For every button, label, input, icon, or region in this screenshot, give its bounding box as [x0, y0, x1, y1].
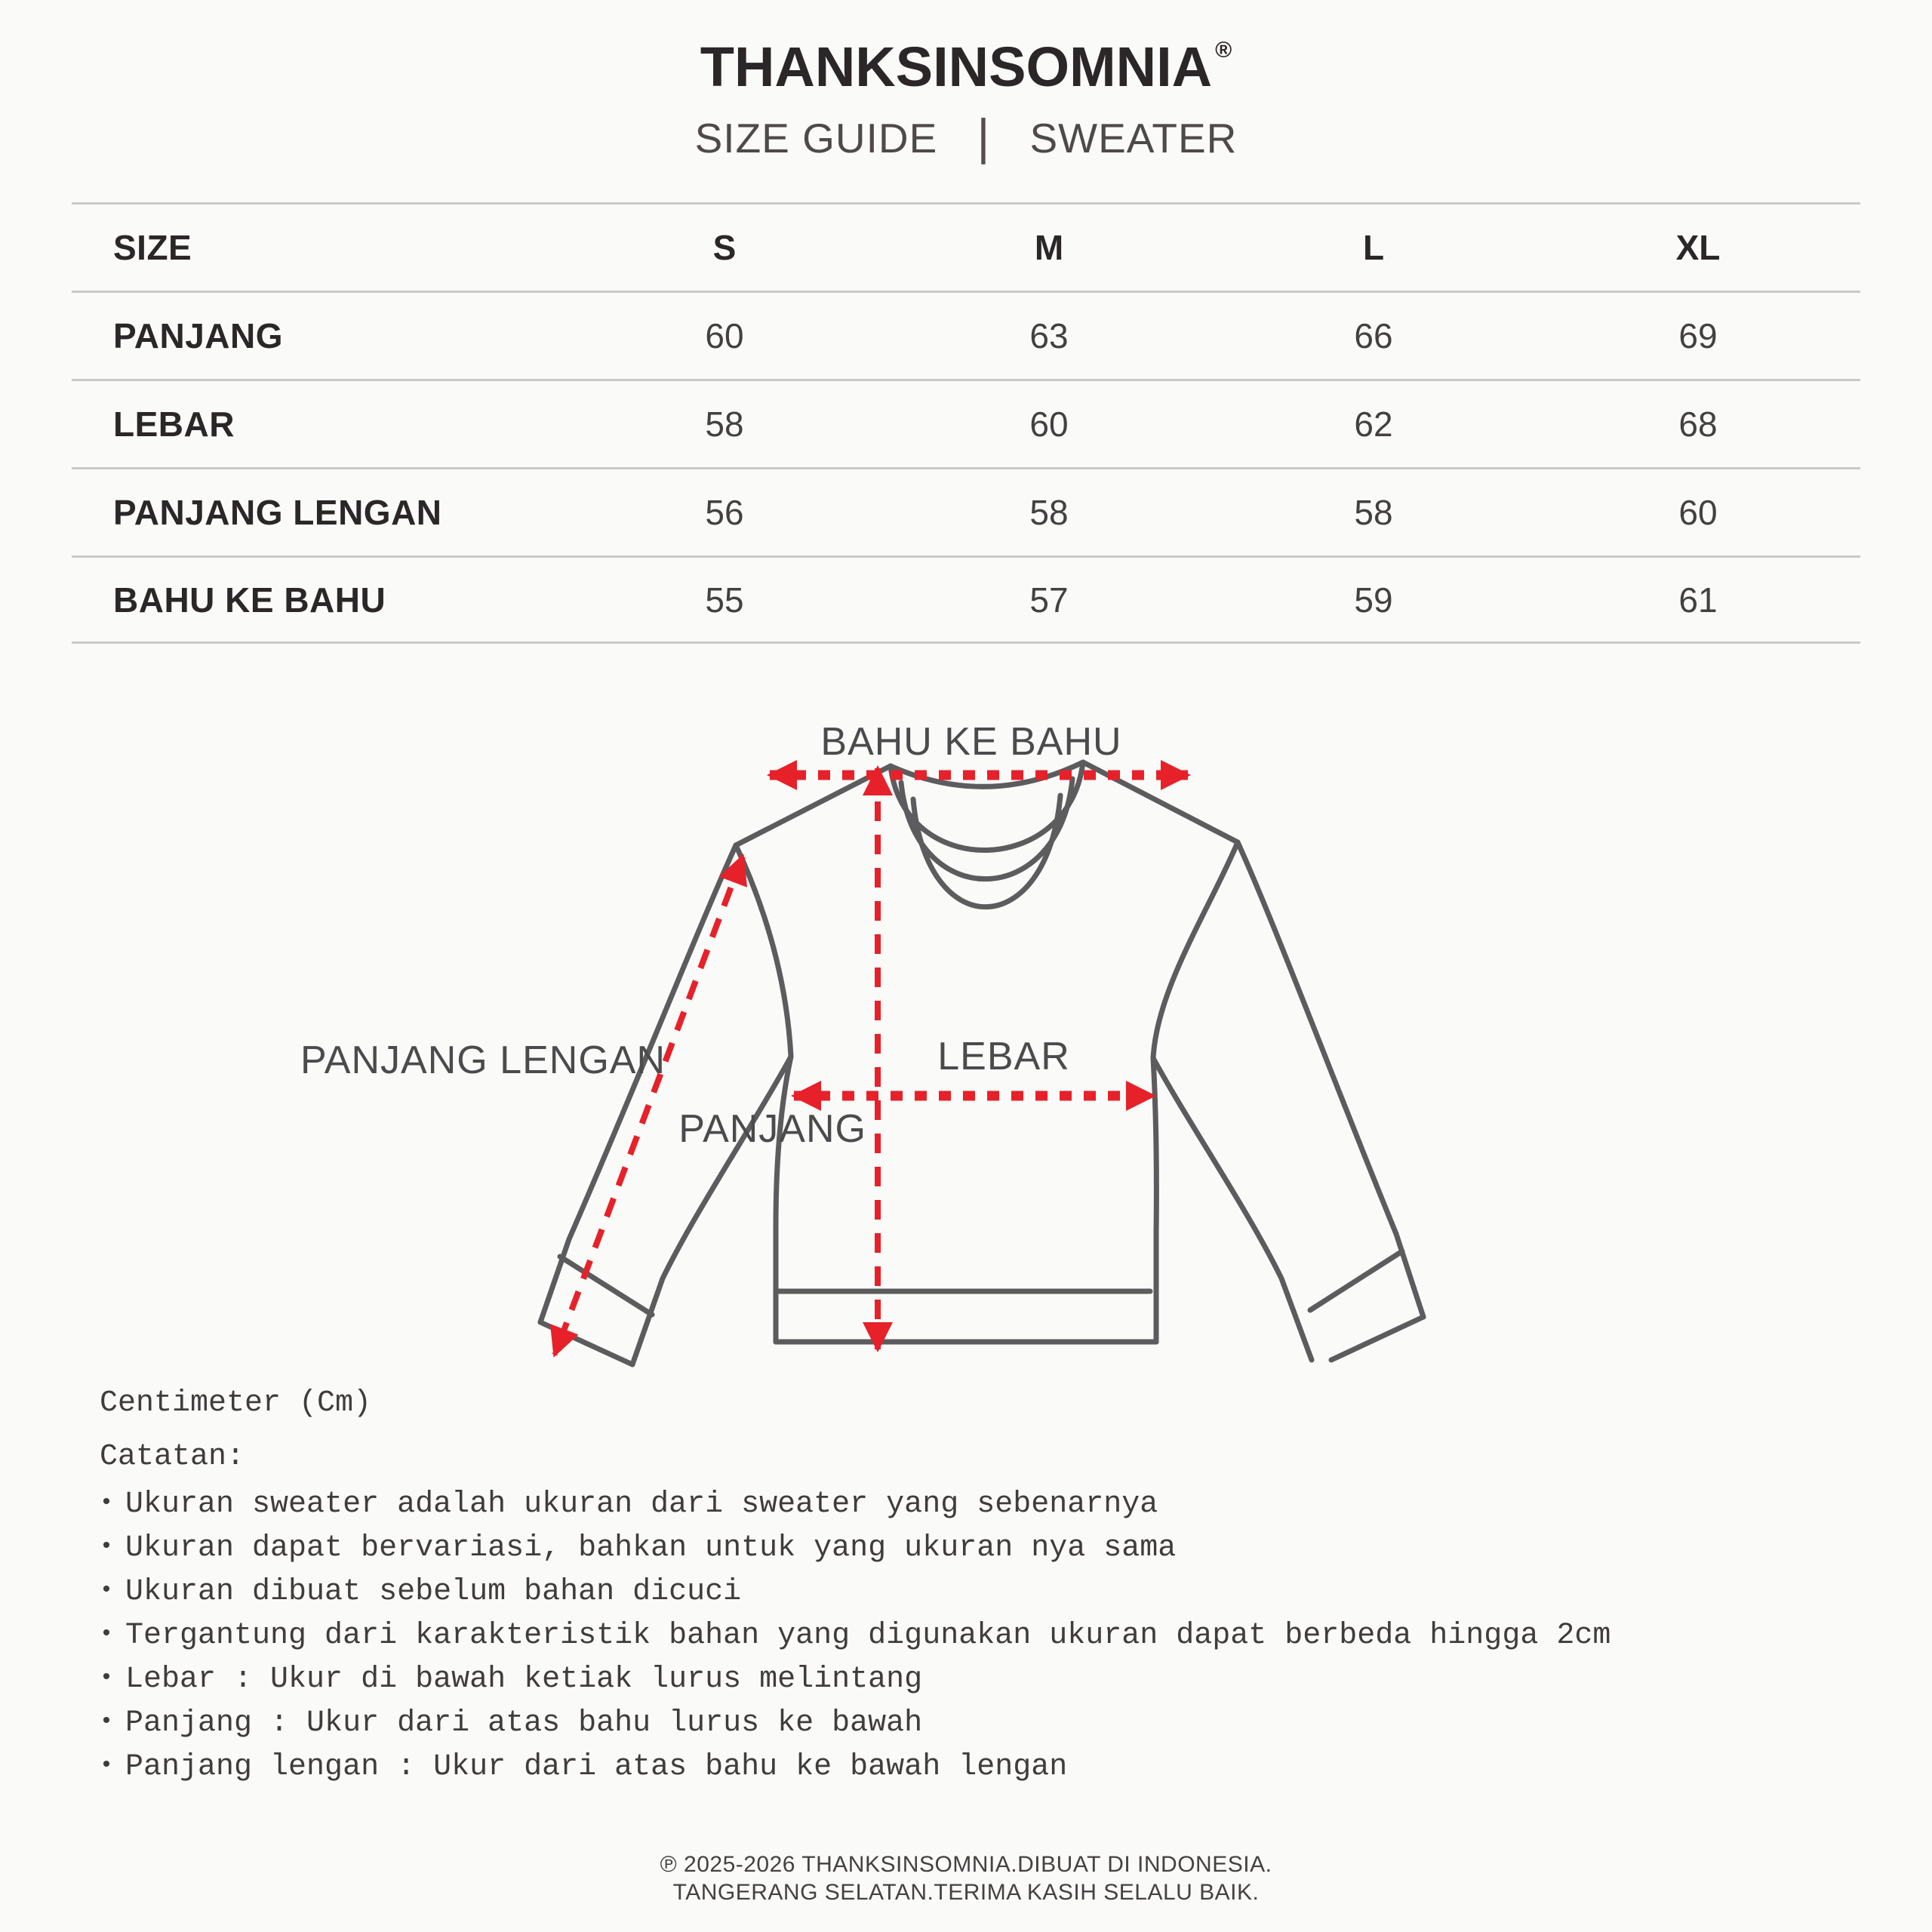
table-row-bahu-ke-bahu: [72, 555, 1860, 644]
bullet-icon: •: [100, 1666, 114, 1691]
row-label: PANJANG: [113, 316, 284, 355]
left-cuff-bottom-line: [540, 1322, 632, 1364]
footer-line-location: TANGERANG SELATAN.TERIMA KASIH SELALU BAIK.: [672, 1880, 1260, 1905]
table-header-row: [72, 202, 1860, 291]
sweater-measurement-diagram: [0, 702, 1932, 1389]
note-text: Panjang lengan : Ukur dari atas bahu ke bawah lengan: [125, 1750, 1068, 1784]
column-header-s: S: [712, 228, 737, 267]
subtitle-divider: |: [977, 108, 991, 165]
right-sleeve-inner-edge: [1153, 1058, 1312, 1360]
note-text: Ukuran dibuat sebelum bahan dicuci: [125, 1575, 742, 1609]
unit-line: Centimeter (Cm): [100, 1386, 372, 1420]
note-text: Ukuran sweater adalah ukuran dari sweater yang sebenarnya: [125, 1487, 1158, 1521]
note-item: [100, 1703, 1858, 1746]
note-text: Ukuran dapat bervariasi, bahkan untuk yang ukuran nya sama: [125, 1531, 1177, 1565]
cell-value: 68: [1678, 405, 1718, 444]
table-row-panjang: [72, 291, 1860, 379]
bullet-icon: •: [100, 1534, 114, 1560]
cell-value: 57: [1029, 580, 1069, 620]
note-item: [100, 1571, 1858, 1615]
body-right-edge: [1153, 1058, 1156, 1342]
left-sleeve-inner-edge: [632, 1057, 791, 1364]
cell-value: 58: [705, 405, 744, 444]
row-label: PANJANG LENGAN: [113, 493, 442, 532]
cell-value: 61: [1678, 580, 1718, 620]
cell-value: 59: [1354, 580, 1393, 620]
cell-value: 60: [1678, 493, 1718, 532]
panjang-lengan-arrow: [555, 857, 743, 1355]
body-left-edge: [776, 1057, 791, 1342]
cell-value: 62: [1354, 405, 1393, 444]
column-header-m: M: [1034, 228, 1064, 267]
note-text: Panjang : Ukur dari atas bahu lurus ke bawah: [125, 1706, 923, 1740]
right-armhole-seam: [1153, 842, 1238, 1058]
column-header-xl: XL: [1675, 228, 1721, 267]
column-header-l: L: [1362, 228, 1385, 267]
cell-value: 55: [705, 580, 744, 620]
label-lebar: LEBAR: [937, 1035, 1070, 1078]
subtitle-size-guide: SIZE GUIDE: [694, 115, 938, 162]
right-cuff-bottom-line: [1331, 1317, 1423, 1360]
row-label: LEBAR: [113, 405, 235, 444]
cell-value: 69: [1678, 316, 1718, 355]
left-armhole-seam: [736, 845, 791, 1057]
bullet-icon: •: [100, 1578, 114, 1604]
bullet-icon: •: [100, 1491, 114, 1516]
size-table: [72, 202, 1860, 644]
label-panjang: PANJANG: [678, 1107, 866, 1151]
note-item: [100, 1659, 1858, 1703]
row-label: BAHU KE BAHU: [113, 580, 386, 620]
cell-value: 63: [1029, 316, 1069, 355]
footer: [0, 1850, 1932, 1906]
cell-value: 60: [1029, 405, 1069, 444]
brand-name: THANKSINSOMNIA: [700, 35, 1213, 98]
cell-value: 58: [1354, 493, 1393, 532]
note-text: Tergantung dari karakteristik bahan yang digunakan ukuran dapat berbeda hingga 2cm: [125, 1619, 1611, 1653]
label-bahu-ke-bahu: BAHU KE BAHU: [820, 720, 1122, 764]
footer-line-copyright: ℗ 2025-2026 THANKSINSOMNIA.DIBUAT DI INDONESIA.: [660, 1852, 1272, 1877]
note-item: [100, 1615, 1858, 1659]
header: [0, 35, 1932, 165]
cell-value: 58: [1029, 493, 1069, 532]
registered-trademark-symbol: ®: [1215, 38, 1232, 63]
bullet-icon: •: [100, 1709, 114, 1735]
right-cuff-top-line: [1310, 1251, 1402, 1310]
subtitle-garment-type: SWEATER: [1029, 115, 1238, 162]
brand-title: [700, 35, 1232, 98]
note-item: [100, 1527, 1858, 1571]
note-item: [100, 1484, 1858, 1527]
column-header-size: SIZE: [113, 228, 192, 267]
notes-heading: Catatan:: [100, 1440, 245, 1474]
note-item: [100, 1746, 1858, 1790]
cell-value: 56: [705, 493, 744, 532]
note-text: Lebar : Ukur di bawah ketiak lurus melintang: [125, 1663, 923, 1697]
cell-value: 66: [1354, 316, 1393, 355]
notes-section: [100, 1383, 1858, 1790]
bullet-icon: •: [100, 1753, 114, 1779]
bullet-icon: •: [100, 1622, 114, 1647]
cell-value: 60: [705, 316, 744, 355]
label-panjang-lengan: PANJANG LENGAN: [300, 1038, 666, 1082]
table-row-lebar: [72, 379, 1860, 467]
left-sleeve-outer-edge: [540, 845, 736, 1322]
page-subtitle: [0, 108, 1932, 165]
table-row-panjang-lengan: [72, 467, 1860, 555]
